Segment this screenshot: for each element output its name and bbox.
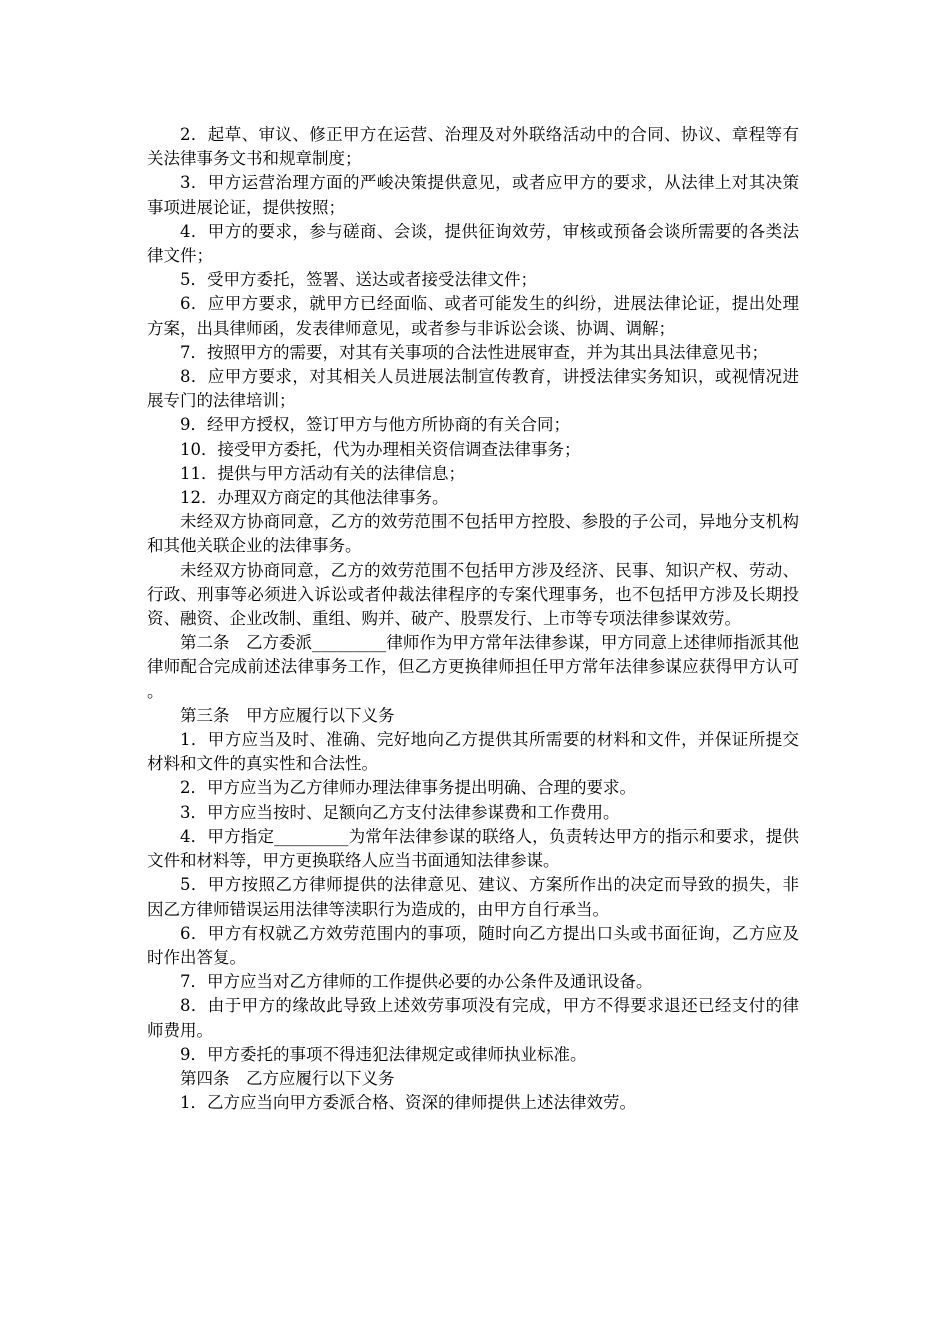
- paragraph: 10．接受甲方委托，代为办理相关资信调查法律事务；: [180, 439, 581, 459]
- paragraph: 1．甲方应当及时、准确、完好地向乙方提供其所需要的材料和文件，并保证所提交材料和文件的真实性和合法性。: [147, 730, 799, 774]
- paragraph: 2．起草、审议、修正甲方在运营、治理及对外联络活动中的合同、协议、章程等有关法律事务文书和规章制度；: [147, 125, 799, 169]
- article-2: 第二条 乙方委派_________律师作为甲方常年法律参谋，甲方同意上述律师指派其他律师配合完成前述法律事务工作，但乙方更换律师担任甲方常年法律参谋应获得甲方认可。: [147, 633, 799, 701]
- paragraph: 11．提供与甲方活动有关的法律信息；: [180, 463, 465, 483]
- paragraph: 5．甲方按照乙方律师提供的法律意见、建议、方案所作出的决定而导致的损失，非因乙方律师错误运用法律等渎职行为造成的，由甲方自行承当。: [147, 875, 799, 919]
- paragraph: 8．由于甲方的缘故此导致上述效劳事项没有完成，甲方不得要求退还已经支付的律师费用。: [147, 996, 799, 1040]
- paragraph: 9．甲方委托的事项不得违犯法律规定或律师执业标准。: [180, 1044, 587, 1064]
- document-body: [147, 123, 799, 1115]
- paragraph: 未经双方协商同意，乙方的效劳范围不包括甲方控股、参股的子公司，异地分支机构和其他关联企业的法律事务。: [147, 512, 799, 556]
- paragraph: 4．甲方的要求，参与磋商、会谈，提供征询效劳，审核或预备会谈所需要的各类法律文件；: [147, 221, 799, 266]
- paragraph: 6．应甲方要求，就甲方已经面临、或者可能发生的纠纷，进展法律论证，提出处理方案，出具律师函，发表律师意见，或者参与非诉讼会谈、协调、调解；: [147, 294, 799, 338]
- paragraph: 4．甲方指定_________为常年法律参谋的联络人，负责转达甲方的指示和要求，提供文件和材料等，甲方更换联络人应当书面通知法律参谋。: [147, 826, 799, 871]
- paragraph: 3．甲方运营治理方面的严峻决策提供意见，或者应甲方的要求，从法律上对其决策事项进展论证，提供按照；: [147, 173, 799, 217]
- paragraph: 6．甲方有权就乙方效劳范围内的事项，随时向乙方提出口头或书面征询，乙方应及时作出答复。: [147, 923, 799, 967]
- paragraph: 12．办理双方商定的其他法律事务。: [180, 488, 449, 508]
- paragraph: 未经双方协商同意，乙方的效劳范围不包括甲方涉及经济、民事、知识产权、劳动、行政、刑事等必须进入诉讼或者仲裁法律程序的专案代理事务，也不包括甲方涉及长期投资、融资、企业改制、重组、购并、破产、股票发行、上市等专项法律参谋效劳。: [147, 560, 799, 629]
- paragraph: 8．应甲方要求，对其相关人员进展法制宣传教育，讲授法律实务知识，或视情况进展专门的法律培训；: [147, 367, 799, 411]
- paragraph: 7．甲方应当对乙方律师的工作提供必要的办公条件及通讯设备。: [180, 972, 653, 992]
- paragraph: 7．按照甲方的需要，对其有关事项的合法性进展审查，并为其出具法律意见书；: [180, 342, 768, 362]
- article-3-heading: 第三条 甲方应履行以下义务: [180, 705, 395, 725]
- paragraph: 1．乙方应当向甲方委派合格、资深的律师提供上述法律效劳。: [180, 1093, 636, 1113]
- paragraph: 2．甲方应当为乙方律师办理法律事务提出明确、合理的要求。: [180, 778, 636, 798]
- paragraph: 5．受甲方委托，签署、送达或者接受法律文件；: [180, 270, 537, 290]
- paragraph: 9．经甲方授权，签订甲方与他方所协商的有关合同；: [180, 415, 570, 435]
- article-4-heading: 第四条 乙方应履行以下义务: [180, 1068, 395, 1088]
- paragraph: 3．甲方应当按时、足额向乙方支付法律参谋费和工作费用。: [180, 802, 620, 822]
